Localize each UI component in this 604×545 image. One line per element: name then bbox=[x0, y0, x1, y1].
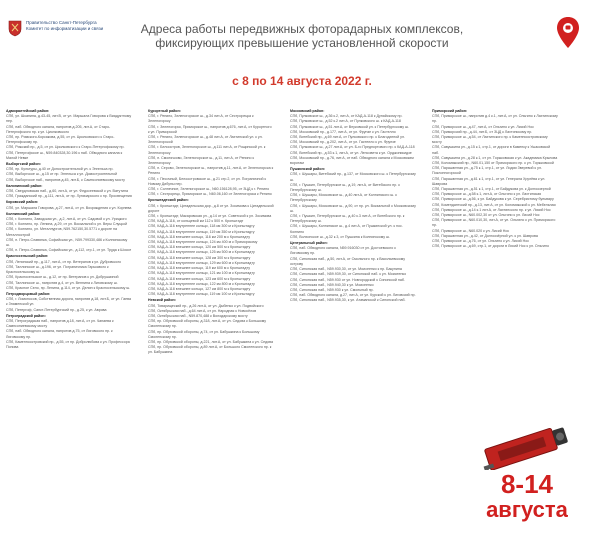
address-item: СПб, КАД-А-118 внешнее кольцо, 127 км 800 м к Кронштадту bbox=[148, 286, 251, 291]
address-item: СПб, Приморское ш., N60.010,30, лит.А, от ул. Ольгино к ул. Приморского пр. bbox=[432, 218, 556, 228]
address-item: СПб, г. Колпино, Заводская ул., д.2, лит.А, от ул. Садовой к ул. Урицкого bbox=[6, 217, 127, 222]
address-item: СПб, Рижский пр., д.5, от ул. Циолковского к Старо-Петергофскому пр. bbox=[6, 145, 125, 150]
address-item: СПб, наб. Обводного канала, N59.916030 от ул. Достоевского к Лиговскому пр. bbox=[290, 246, 396, 256]
address-item: СПб, КАД-А-118 внутреннее кольцо, 121 км 100 м к Кронштадту bbox=[148, 271, 255, 276]
district-heading: Красносельский район: bbox=[6, 254, 49, 259]
location-pin-icon bbox=[556, 16, 580, 50]
address-item: СПб, пр. Обуховской обороны, д.89 лит.А, от Большого Смоленского пр. к ул. Бабушкина bbox=[148, 345, 272, 355]
date-range: с 8 по 14 августа 2022 г. bbox=[232, 74, 372, 88]
address-item: СПб, Выборгское наб., напротив д.45, лит.Б, к Сампсониевскому мосту bbox=[6, 177, 125, 182]
address-item: СПб, г. Пушкин, Петербургское ш., д.19, лит.А, от Витебского пр. к Петербургскому ш. bbox=[290, 182, 400, 193]
address-item: СПб, г. Шушары, Витебский пр., д.137, от Московского ш. к Петербургскому ш. bbox=[290, 172, 416, 182]
address-item: СПб, Синопская наб., д.50, лит.А, от Смольного пр. к Васильевскому острову bbox=[290, 256, 406, 266]
address-item: СПб, Приморское ш., д.69, стр.1, от дороги в Лисий Нос к ул. Ольгино bbox=[432, 244, 549, 249]
address-item: СПб, КАД-А-116 внутреннее кольцо, 119 км 350 м к Кронштадту bbox=[148, 229, 255, 234]
address-item: СПб, Савушкина ул., д.15 к.1, стр.1, от дороги в Каменку к Ушаковской наб. bbox=[432, 145, 551, 155]
address-column bbox=[6, 108, 132, 350]
address-item: СПб, наб. Обводного канала, напротив д.205, лит.А, от Старо-Петергофского пр. к ул. Циолковского bbox=[6, 124, 111, 134]
address-item: СПб, КАД-А-118 внешнее кольцо, 119 км 600 м к Кронштадту bbox=[148, 266, 251, 271]
address-item: СПб, г. Солнечное, Зеленогорское ш., N60.156128,95, от ЗЦД к г. Репино bbox=[148, 187, 270, 192]
address-item: СПб, Приморское ш., д.54, от Лахтинского пр. к Каменноостровскому мосту bbox=[432, 135, 548, 145]
badge-month: августа bbox=[486, 497, 568, 522]
address-column bbox=[432, 108, 558, 249]
address-item: СПб, Петергофское ш., N59.840328,30.196 к наб. Обводного канала к Малой Невке bbox=[6, 150, 123, 160]
page-title-line-2: фиксирующих превышение установленной скорости bbox=[155, 36, 449, 50]
address-item: СПб, Приморское ш., д.76, от ул. Ольгино к ул. Лисий Нос bbox=[432, 239, 530, 244]
address-item: СПб, ул. Маршала Говорова, д.27, лит.А, от ул. Возрождения к ул. Корнева bbox=[6, 205, 132, 210]
address-item: СПб, г. Колпино, ул. Металлургов, N59.762150,30.5771 к дороге на Металлострой bbox=[6, 227, 118, 237]
address-item: СПб, Московский пр., д.177, лит.А, от ул. Фрунзе к ул. Гастелло bbox=[290, 129, 396, 134]
speed-camera-icon bbox=[468, 426, 586, 470]
address-item: СПб, Синопская наб., N59.930 от ул. Новгородской к Синопской наб. bbox=[290, 277, 405, 282]
district-heading: Центральный район: bbox=[290, 241, 328, 246]
address-item: СПб, наб. Обводного канала, д.27, лит.А, от ул. Курской к ул. Лиговский пр. bbox=[290, 293, 416, 298]
address-item: СПб, Синопская наб., N59.930 к ул. Смольный пр. bbox=[290, 287, 374, 292]
address-item: СПб, КАД-А-118 внутреннее кольцо, 119 км 100 м к Кронштадту bbox=[148, 292, 255, 297]
address-item: СПб, Красное Село, пр. Ленина, д.114, от ул. Делин к Красносельскому ш. bbox=[6, 285, 131, 290]
district-heading: Калининский район: bbox=[6, 183, 43, 188]
address-item: СПб, г. Шушары, Московское ш., д.90, от пр. ул. Вокзальной к Московскому ш. bbox=[290, 203, 416, 213]
address-item: СПб, Петергоф, Санкт-Петербургский пр., д.25, к ул. Аврова bbox=[6, 307, 107, 312]
address-item: СПб, п. Петро-Славянка, Софийская ул., N59.799330,486 к Колпинскому ш. bbox=[6, 237, 128, 248]
address-item: СПб, Каменноостровский пр., д.55, от пр. Добролюбова к ул. Профессора Попова bbox=[6, 339, 130, 349]
address-item: СПб, Приморский пр., д.44, лит.Б, от ЗЦД к Лахтинскому пр. bbox=[432, 129, 533, 134]
page-title-line-1: Адреса работы передвижных фоторадарных комплексов, bbox=[140, 22, 464, 36]
address-item: СПб, КАД-А-118 внутреннее кольцо, 125 км 500 м к Кронштадту bbox=[148, 250, 255, 255]
district-heading: Петродворцовый район: bbox=[6, 291, 51, 296]
address-item: СПб, г. Шушары, Московское ш., д.40 лит.А, от Колпинского ш. к Петербургскому bbox=[290, 193, 397, 203]
address-item: СПб, Синопская наб., N59.930,30, от ул. Моисеенко к пр. Бакунина bbox=[290, 267, 402, 272]
address-item: СПб, Савушкина ул., д.28 к.1, от ул. Торжковская к ул. Академика Крылова bbox=[432, 155, 558, 160]
address-item: СПб, п. Петро-Славянка, Софийская ул., д.112, стр.1, от ул. Труда к Шоссе bbox=[6, 248, 132, 253]
address-item: СПб, наб. Обводного канала, напротив д.75, от Лиговского пр. к Лиговскому пр. bbox=[6, 329, 113, 339]
address-item: СПб, пр. Обуховской обороны, д.74, от ул. Бабушкина к Большому Смоленскому пр. bbox=[148, 329, 260, 339]
address-item: СПб, Петроградская наб., напротив д.18, лит.А, от ул. Чапаева к Сампсониевскому мосту bbox=[6, 318, 114, 329]
address-item: СПб, г. Шушары, Колпинское ш., д.4 лит.А, от Пушкинской ул. к пос. Колпино bbox=[290, 224, 403, 234]
address-item: СПб, Красносельское ш., д.12, от пр. Ветеранов к ул. Добрушкиной bbox=[6, 275, 119, 280]
address-item: СПб, КАД-А-118 внешнее кольцо, 120 км 500 м к Кронштадту bbox=[148, 245, 251, 250]
address-item: СПб, пр. Обуховской обороны, д.221, лит.А, от ул. Бабушкина к ул. Седова bbox=[148, 339, 274, 344]
district-heading: Выборгский район: bbox=[6, 162, 41, 167]
badge-days: 8-14 bbox=[500, 469, 554, 499]
address-item: СПб, пр. Римского-Корсакова, д.55, от ул. Циолковского к Старо-Петергофскому пр. bbox=[6, 135, 115, 145]
address-item: СПб, п. Смолячково, Зеленогорское ш., д.11, лит.А, от Репино к Зеленогорску bbox=[148, 155, 255, 166]
address-item: СПб, Октябрьская наб., N59.870,488 к Володарскому мосту bbox=[148, 313, 248, 318]
address-item: СПб, Пулковское ш., д.51 лит.А, от Внуковской ул. к Петербургскому ш. bbox=[290, 124, 409, 129]
address-item: СПб, Приморское ш., N60.020 к ул. Лисий Нос bbox=[432, 228, 510, 233]
address-item: СПб, КАД-А-118 внешнее кольцо, 123 км 600 м к Кронштадту bbox=[148, 276, 251, 281]
address-item: СПб, Пулковское ш., д.27 лит.А, от ул. Б-го Предпортового пр. к КАД-А-118 bbox=[290, 145, 415, 150]
address-item: СПб, Пулковское ш., д.36 к.2, лит.А, от КАД-А-118 к Дунайскому пр. bbox=[290, 114, 403, 119]
address-item: СПб, ул. Шкапина, д.43-45, лит.В, от ул. Маршала Говорова к Виадуктному пер. bbox=[6, 114, 132, 124]
district-heading: Пушкинский район: bbox=[290, 167, 325, 172]
org-line-2: Комитет по информатизации и связи bbox=[26, 25, 104, 31]
address-item: СПб, Витебский пр., д.53 к.1, лит.А, от ул. Ленсовета к ул. Орджоникидзе bbox=[290, 150, 412, 155]
district-heading: Невский район: bbox=[148, 298, 176, 303]
address-item: СПб, Парашютная ул., д.42, от Долгоозёрной ул. к ул. Шаврова bbox=[432, 233, 538, 238]
page-header bbox=[120, 22, 484, 88]
address-item: СПб, Октябрьская наб., д.64 лит.А, от ул. Народная к Новосёлов bbox=[148, 308, 257, 313]
district-heading: Кронштадтский район: bbox=[148, 198, 189, 203]
address-item: СПб, Выборгское ш., д.15 от пр. Энгельса к ул. Домостроительной bbox=[6, 172, 118, 177]
address-item: СПб, пр. Обуховской обороны, д.318, лит.А, от ул. Седова к Большому Смоленскому пр. bbox=[148, 319, 267, 329]
address-item: СПб, Парашютная ул., д.51 к.1, стр.1, от Байдукова ул. к Долгоозерной bbox=[432, 187, 551, 192]
district-heading: Курортный район: bbox=[148, 109, 181, 113]
address-item: СПб, Коломяжский пр., N60.01,150 от Приморского пр. к ул. Торжковской bbox=[432, 161, 554, 166]
address-item: СПб, г. Песочный, Белоостровское ш., д.21 стр.2, от ул. Пограничной к Новому Дибуны пер. bbox=[148, 176, 267, 186]
address-item: СПб, КАД-А-116 внутреннее кольцо, 118 км 300 м к Кронштадту bbox=[148, 224, 255, 229]
address-item: СПб, КАД-А-118 внутреннее кольцо, 129 км 600 м к Кронштадту bbox=[148, 260, 255, 265]
district-heading: Адмиралтейский район: bbox=[6, 109, 50, 113]
address-item: СПб, Приморское ш., напротив д.4 к.1, лит.А, от ул. Ольгино к Лахтинскому пр. bbox=[432, 114, 558, 124]
address-item: СПб, Московский пр., д.202, лит.А, от ул. Гастелло к ул. Фрунзе bbox=[290, 140, 396, 145]
org-text bbox=[26, 20, 103, 31]
address-item: СПб, г. Белоостров, Зеленогорское ш., д.111 лит.А, от Рощинской ул. к Зеленогорску bbox=[148, 145, 266, 155]
address-item: СПб, Парашютная ул., д.61 к.1, стр.1, от ул. Генерала Хрулёва к ул. Шаврова bbox=[432, 176, 546, 186]
address-item: СПб, Витебский пр., д.69 лит.А, от Пулковского пр. к Благодатной ул. bbox=[290, 135, 405, 140]
coat-of-arms-icon bbox=[8, 20, 22, 37]
org-line-1: Правительство Санкт-Петербурга bbox=[26, 20, 97, 25]
address-item: СПб, КАД-А-118 внешнее кольцо, 128 км 300 м к Кронштадту bbox=[148, 255, 251, 260]
address-item: СПб, КАД-А-118 внешнее кольцо, 116 км 200 м к Кронштадту bbox=[148, 234, 251, 239]
address-item: СПб, п. Серово, Зеленогорское ш., напротив д.11, лит.А, от Зеленогорска к Репино bbox=[148, 166, 274, 176]
address-item: СПб, Синопская наб., N59.935,30, к ул. Атаманской к Синопской наб. bbox=[290, 298, 406, 303]
address-item: СПб, г. Зеленогорск, Приморское ш., напротив д.676, лит.А, от Курортного к ул. Приморской bbox=[148, 124, 272, 134]
address-item: СПб, КАД-А-118 внутреннее кольцо, 124 км 400 м к Приморскому bbox=[148, 240, 258, 245]
address-item: СПб, г. Репино, Зеленогорское ш., д.34 лит.А, от Сестрорецка к Зеленогорску bbox=[148, 114, 254, 124]
address-item: СПб, Приморское ш., N60.002,30 от ул. Ольгино к ул. Лисий Нос bbox=[432, 213, 540, 218]
address-item: СПб, Приморское ш., д.56, к ул. Байдукова к ул. Серебристому бульвару bbox=[432, 197, 554, 202]
address-item: СПб, Таллинское ш., напротив д.4, от ул. Веннина к Лиговскому ш. bbox=[6, 280, 118, 285]
address-item: СПб, пр. Культуры, д.40 от Доностроительной ул. к Энгельса пр. bbox=[6, 167, 114, 172]
address-item: СПб, Синопская наб., N59.939,30, от Синопской наб. к ул. Моисеенко bbox=[290, 272, 407, 277]
address-item: СПб, Ленинский пр., д.117, лит.А, от пр. Ветеранов к ул. Дубровского bbox=[6, 259, 122, 264]
address-item: СПб, г. Кронштадт, Макаровская ул., д.14 от ул. Советской к ул. Зосимова bbox=[148, 214, 272, 219]
org-header bbox=[8, 20, 103, 37]
address-item: СПб, Московский пр., д.76, лит.А, от наб. Обводного канала к Московским воротам bbox=[290, 155, 414, 166]
district-heading: Колпинский район: bbox=[6, 211, 41, 216]
address-item: СПб, Приморское ш., д.14 к.1 лит.А, от Лахтинского пр. к ул. Лисий Нос bbox=[432, 207, 551, 212]
address-item: СПб, КАД-А-116, от кольцевой км 112 к 500 п. Кронштадт bbox=[148, 219, 244, 224]
address-item: СПб, г. Кронштадт, Цитадельская дор., д.8 от ул. Зосимова к Цитадельской дороге bbox=[148, 203, 274, 213]
address-item: СПб, Волхонское ш., д.32 к.3, от Пушкина к Колпинскому ш. bbox=[290, 234, 390, 239]
address-item: СПб, КАД-А-118 внутреннее кольцо, 122 км 800 м к Кронштадту bbox=[148, 281, 255, 286]
address-item: СПб, г. Пушкин, Петербургское ш., д.40 к.3 лит.А, от Витебского пр. к Петербургскому ш. bbox=[290, 214, 405, 224]
address-item: СПб, Парашютная ул., д.75 к.1, стр.1, от ул. Лидии Зверевой к ул. Поклонногорской bbox=[432, 166, 542, 176]
address-item: СПб, г. Ломоносов, Собственная дорога, напротив д.18, лит.Б, от ул. Гаева к Знаменской ул. bbox=[6, 297, 131, 307]
address-item: СПб, Приморское ш., д.47, лит.А, от Ольгино к ул. Лисий Нос bbox=[432, 124, 534, 129]
address-column bbox=[148, 108, 274, 356]
district-heading: Петроградский район: bbox=[6, 313, 46, 318]
district-heading: Московский район: bbox=[290, 109, 325, 113]
address-item: СПб, Таллинское ш., д.196, от ул. Пограничника Гарькавого к Красносельскому ш. bbox=[6, 264, 109, 275]
address-item: СПб, г. Репино, Зеленогорское ш., д.48 лит.А, от Лахтинской ул. к ул. Зеленогорской bbox=[148, 135, 263, 145]
address-item: СПб, Синопская наб., N59.940,30 к ул. Моисеенко bbox=[290, 282, 374, 287]
week-badge bbox=[462, 470, 592, 522]
address-item: СПб, Товарищеский пр., д.26 лит.А, от ул. Дыбенко к ул. Подвойского bbox=[148, 303, 264, 308]
address-item: СПб, Гражданский пр., д.111, лит.А, от пр. Луначарского к пр. Просвещения bbox=[6, 194, 132, 199]
district-heading: Приморский район: bbox=[432, 109, 468, 113]
address-item: СПб, г. Сестрорецк, Приморское ш., N60.06,160 от Зеленогорска к Репино bbox=[148, 192, 272, 197]
address-item: СПб, г. Колпино, пр. Ленина, д.29, от ул. Вокзальной к ул. Веры Слуцкой bbox=[6, 222, 128, 227]
address-item: СПб, Пулковское ш., д.52 к.2 лит.А, от Пулковского ш. к КАД-А-118 bbox=[290, 119, 401, 124]
district-heading: Кировский район: bbox=[6, 200, 39, 205]
address-item: СПб, Свердловская наб., д.60, лит.А, от ул. Федосеевской к ул. Ватутина bbox=[6, 189, 128, 194]
address-column bbox=[290, 108, 416, 304]
address-item: СПб, Приморское ш., д.58 к.1, лит.А, от Ольгино к ул. Лахтинская bbox=[432, 192, 542, 197]
address-item: СПб, Комендантский пр., д.13, лит.А, от ул. Коломяжской к ул. Мебельная bbox=[432, 202, 556, 207]
